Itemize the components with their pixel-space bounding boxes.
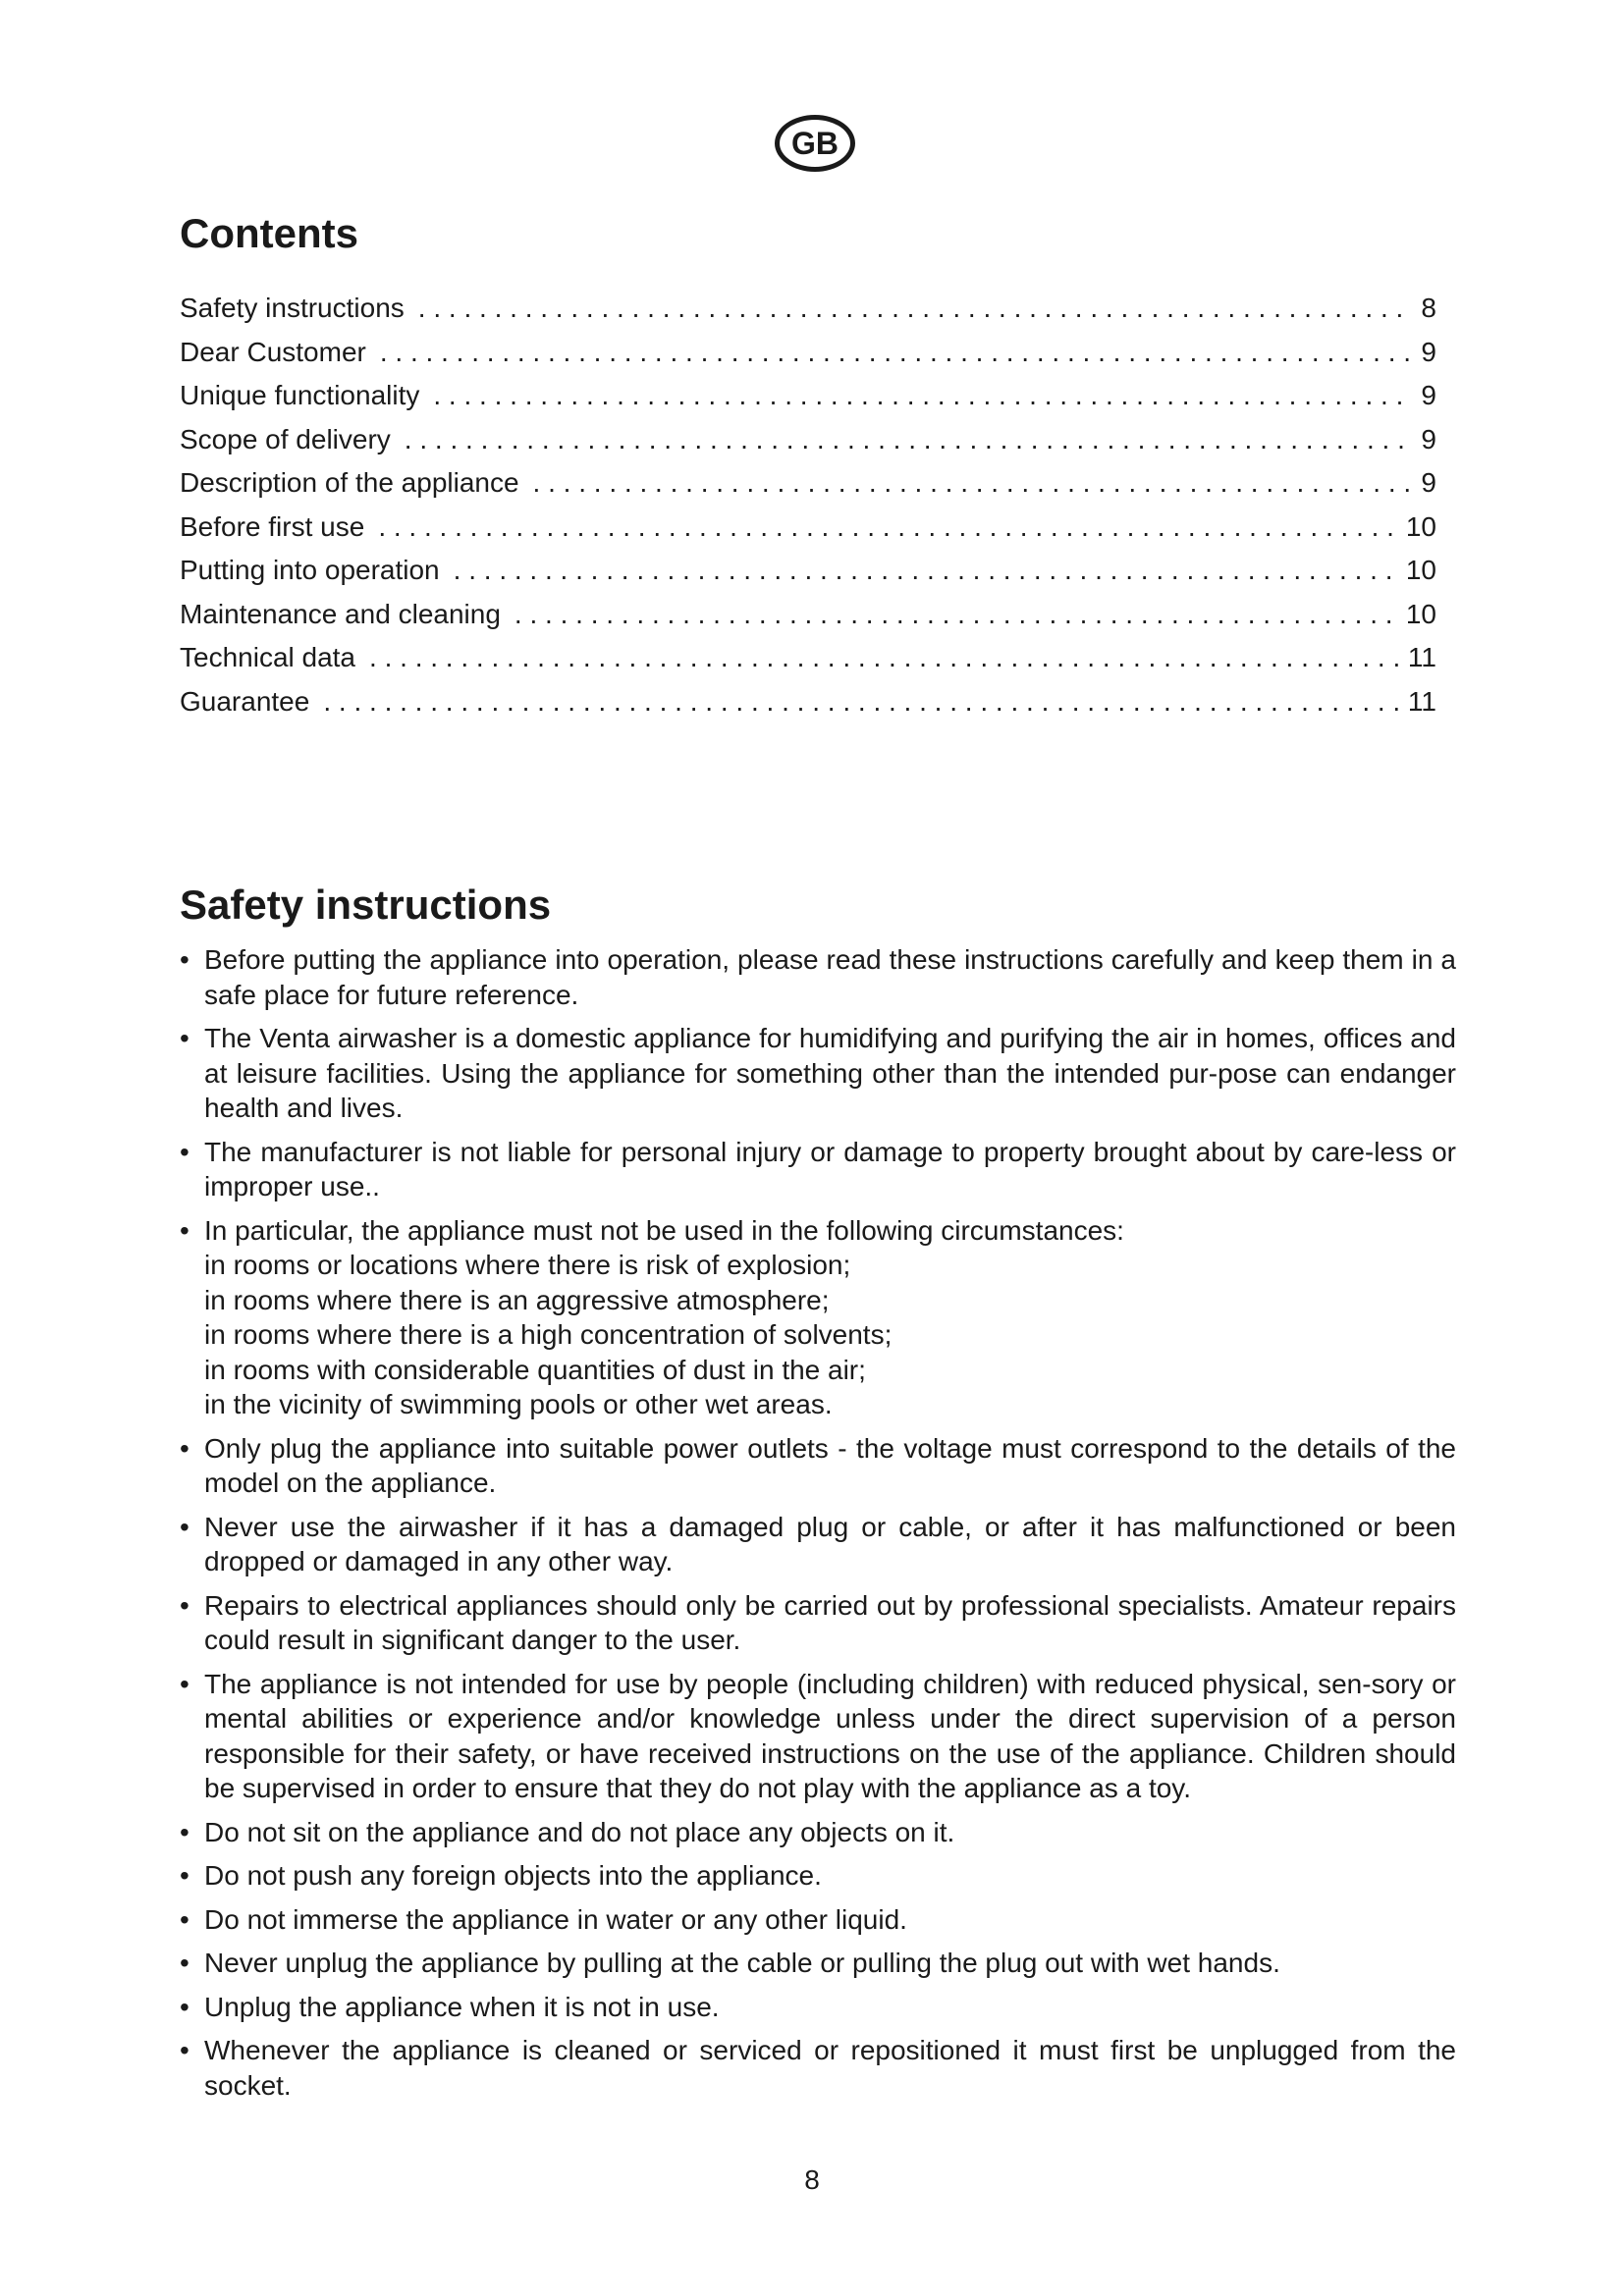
toc-leader-dots [533, 461, 1414, 506]
toc-leader-dots [378, 506, 1398, 550]
bullet-text: The appliance is not intended for use by people (including children) with reduced physical, sen-sory or mental abilities or experience and/or knowledge unless under the direct supervision of a person responsible for their safety, or have received instructions on the use of the appliance. Children should be supervised in order to ensure that they do not play with the appliance as a toy. [204, 1668, 1456, 1803]
safety-bullet [180, 1135, 1456, 1204]
safety-bullet [180, 2033, 1456, 2103]
toc-entry-page: 9 [1421, 423, 1436, 454]
toc-entry-page: 10 [1405, 510, 1436, 542]
toc-entry [180, 331, 1436, 375]
bullet-glyph: • [180, 1668, 189, 1699]
toc-entry [180, 549, 1436, 593]
circumstance-line: in rooms where there is an aggressive atmosphere; [204, 1284, 830, 1315]
bullet-text: The manufacturer is not liable for personal injury or damage to property brought about by care-less or improper use.. [204, 1136, 1456, 1201]
toc-entry-page: 10 [1405, 555, 1436, 585]
toc-leader-dots [454, 549, 1398, 593]
toc-entry-title: Description of the appliance [180, 467, 519, 498]
safety-bullet [180, 1588, 1456, 1658]
toc-entry-page: 11 [1407, 642, 1436, 672]
bullet-text: Never use the airwasher if it has a damaged plug or cable, or after it has malfunctioned or been dropped or damaged in any other way. [204, 1511, 1456, 1576]
toc-entry-title: Guarantee [180, 685, 310, 717]
toc-leader-dots [369, 636, 1400, 680]
bullet-glyph: • [180, 944, 189, 975]
toc-leader-dots [514, 593, 1398, 637]
toc-entry-page: 9 [1421, 467, 1436, 498]
bullet-text: Do not sit on the appliance and do not place any objects on it. [204, 1816, 955, 1847]
circumstance-line: in rooms or locations where there is risk of explosion; [204, 1250, 851, 1280]
safety-instructions-list [180, 942, 1456, 2111]
bullet-text: Before putting the appliance into operation, please read these instructions carefully and keep them in a safe place for future reference. [204, 944, 1456, 1010]
bullet-glyph: • [180, 1023, 189, 1053]
bullet-glyph: • [180, 1214, 189, 1246]
bullet-glyph: • [180, 1816, 189, 1847]
table-of-contents [180, 287, 1436, 723]
toc-entry-title: Safety instructions [180, 293, 405, 323]
toc-entry-title: Technical data [180, 642, 356, 672]
toc-entry [180, 374, 1436, 418]
page-number: 8 [804, 2164, 820, 2195]
safety-bullet [180, 1510, 1456, 1579]
circumstance-line: in rooms with considerable quantities of dust in the air; [204, 1354, 866, 1385]
toc-leader-dots [405, 418, 1414, 462]
toc-leader-dots [323, 680, 1400, 724]
toc-entry-title: Dear Customer [180, 336, 366, 367]
bullet-text: In particular, the appliance must not be used in the following circumstances: [204, 1214, 1124, 1246]
safety-bullet [180, 1902, 1456, 1938]
toc-entry [180, 506, 1436, 550]
bullet-text: Repairs to electrical appliances should only be carried out by professional specialists. Amateur repairs could result in significant danger to the user. [204, 1589, 1456, 1655]
bullet-glyph: • [180, 1432, 189, 1464]
bullet-glyph: • [180, 2035, 189, 2065]
toc-entry-title: Maintenance and cleaning [180, 598, 501, 629]
bullet-glyph: • [180, 1860, 189, 1891]
toc-entry [180, 418, 1436, 462]
bullet-glyph: • [180, 1903, 189, 1935]
gb-language-badge: GB [775, 115, 855, 172]
toc-entry-page: 9 [1421, 380, 1436, 410]
toc-leader-dots [380, 331, 1414, 375]
toc-entry [180, 593, 1436, 637]
safety-bullet [180, 942, 1456, 1012]
safety-instructions-heading: Safety instructions [180, 881, 552, 928]
contents-heading: Contents [180, 210, 358, 256]
safety-bullet [180, 1431, 1456, 1501]
bullet-glyph: • [180, 1511, 189, 1542]
toc-entry-title: Before first use [180, 510, 365, 542]
safety-bullet [180, 1213, 1456, 1422]
circumstance-line: in rooms where there is a high concentration of solvents; [204, 1319, 893, 1350]
toc-entry [180, 636, 1436, 680]
bullet-text: Never unplug the appliance by pulling at the cable or pulling the plug out with wet hands. [204, 1948, 1280, 1978]
bullet-text: Unplug the appliance when it is not in use. [204, 1991, 720, 2022]
toc-entry-page: 10 [1405, 598, 1436, 629]
toc-entry-page: 9 [1421, 336, 1436, 367]
toc-entry-page: 8 [1421, 293, 1436, 323]
bullet-text: The Venta airwasher is a domestic appliance for humidifying and purifying the air in homes, offices and at leisure facilities. Using the appliance for something other than the intended pur-pose can endanger health and lives. [204, 1023, 1456, 1123]
bullet-glyph: • [180, 1991, 189, 2022]
toc-entry [180, 287, 1436, 331]
safety-bullet [180, 1858, 1456, 1894]
circumstance-line: in the vicinity of swimming pools or other wet areas. [204, 1389, 833, 1419]
bullet-text: Only plug the appliance into suitable power outlets - the voltage must correspond to the details of the model on the appliance. [204, 1432, 1456, 1498]
bullet-glyph: • [180, 1136, 189, 1167]
toc-leader-dots [433, 374, 1413, 418]
toc-entry-page: 11 [1407, 685, 1436, 717]
bullet-text: Whenever the appliance is cleaned or serviced or repositioned it must first be unplugged from the socket. [204, 2035, 1456, 2101]
toc-entry-title: Unique functionality [180, 380, 420, 410]
toc-entry [180, 461, 1436, 506]
safety-bullet [180, 1990, 1456, 2025]
bullet-glyph: • [180, 1948, 189, 1978]
safety-bullet [180, 1815, 1456, 1850]
bullet-glyph: • [180, 1589, 189, 1621]
toc-entry [180, 680, 1436, 724]
bullet-text: Do not push any foreign objects into the appliance. [204, 1860, 822, 1891]
safety-bullet [180, 1946, 1456, 1981]
toc-entry-title: Scope of delivery [180, 423, 391, 454]
toc-entry-title: Putting into operation [180, 555, 440, 585]
safety-bullet [180, 1667, 1456, 1806]
toc-leader-dots [418, 287, 1414, 331]
bullet-text: Do not immerse the appliance in water or any other liquid. [204, 1903, 907, 1935]
safety-bullet [180, 1021, 1456, 1126]
